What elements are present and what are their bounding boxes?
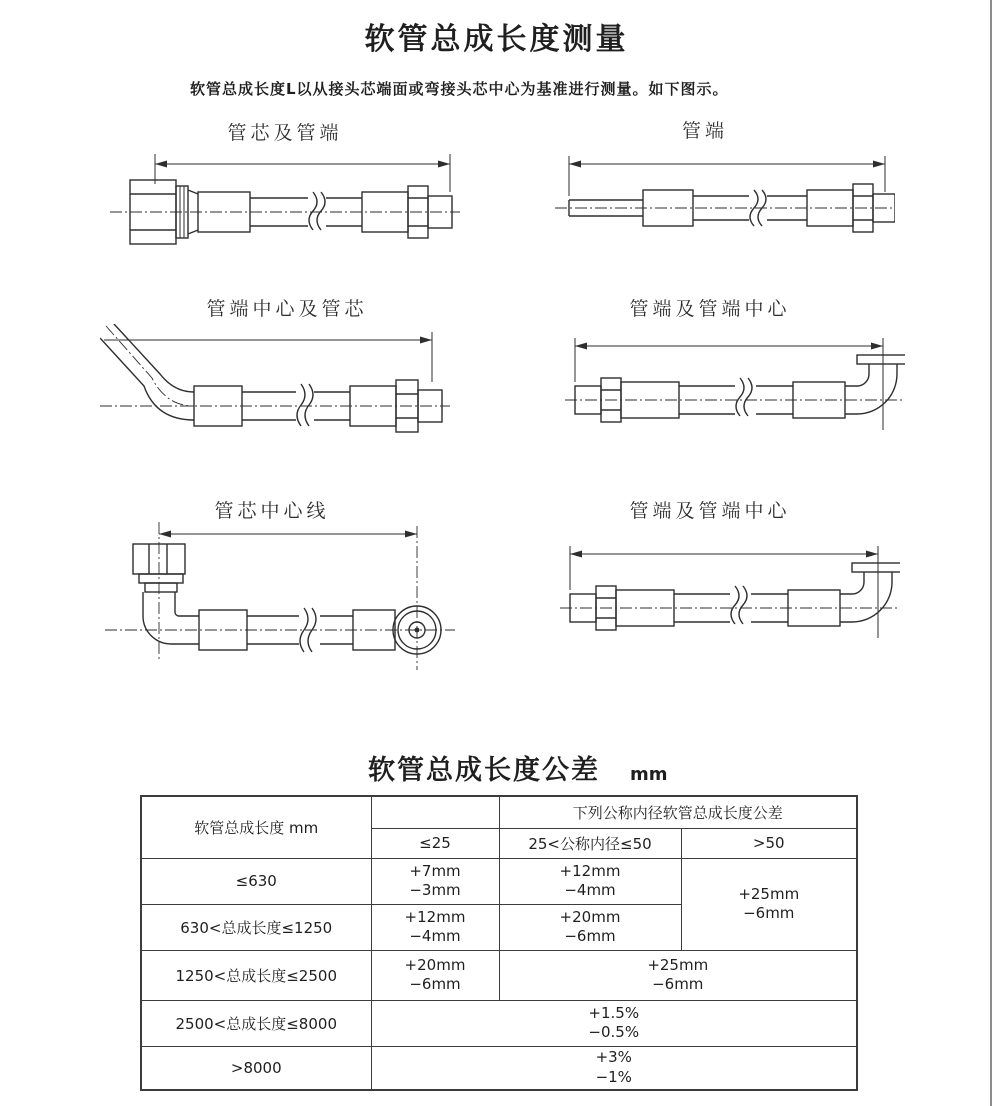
hose-diagram-tube-end-and-end-center — [565, 330, 905, 438]
header-bore-group: 下列公称内径软管总成长度公差 — [499, 796, 857, 828]
tolerance-cell: +3% −1% — [371, 1046, 857, 1090]
figure-label-core-and-tube-end: 管芯及管端 — [227, 122, 343, 144]
figure-label-core-centerline: 管芯中心线 — [214, 500, 330, 522]
intro-text: 软管总成长度L以从接头芯端面或弯接头芯中心为基准进行测量。如下图示。 — [190, 80, 729, 98]
range-cell: 630<总成长度≤1250 — [141, 904, 371, 950]
tolerance-cell: +25mm −6mm — [681, 858, 857, 950]
hose-diagram-core-centerline — [105, 520, 455, 672]
tolerance-cell: +20mm −6mm — [499, 904, 681, 950]
tolerance-cell: +25mm −6mm — [499, 950, 857, 1000]
figure-label-tube-end-and-end-center: 管端及管端中心 — [629, 298, 791, 320]
range-cell: 1250<总成长度≤2500 — [141, 950, 371, 1000]
header-bore-gt50: >50 — [681, 828, 857, 858]
tolerance-table — [140, 795, 858, 1091]
header-bore-le25: ≤25 — [371, 828, 499, 858]
dimension-line — [155, 154, 450, 192]
figure-label-tube-end-and-end-center-2: 管端及管端中心 — [629, 500, 791, 522]
range-cell: 2500<总成长度≤8000 — [141, 1000, 371, 1046]
dimension-line — [159, 531, 417, 538]
hose-break-symbol — [309, 192, 325, 230]
hose-break-symbol — [736, 378, 752, 416]
hose-diagram-tube-end-center-and-core — [100, 324, 450, 446]
page-title: 软管总成长度测量 — [364, 22, 629, 57]
figure-label-tube-end-center-and-core: 管端中心及管芯 — [206, 298, 368, 320]
hose-diagram-core-and-tube-end — [110, 146, 460, 254]
header-hose-assembly-length: 软管总成长度 mm — [141, 796, 371, 858]
hose-break-symbol — [297, 384, 313, 426]
tolerance-cell: +1.5% −0.5% — [371, 1000, 857, 1046]
tolerance-cell: +7mm −3mm — [371, 858, 499, 904]
hose-diagram-tube-end — [555, 150, 895, 245]
elbow-bend — [143, 592, 199, 644]
hose-diagram-tube-end-and-end-center-2 — [560, 538, 900, 646]
elbow-flange-fitting — [840, 563, 900, 622]
range-cell: ≤630 — [141, 858, 371, 904]
header-bore-25-50: 25<公称内径≤50 — [499, 828, 681, 858]
tolerance-cell: +12mm −4mm — [499, 858, 681, 904]
hose-break-symbol — [731, 586, 747, 624]
page-right-border — [990, 0, 992, 1106]
tolerance-cell: +20mm −6mm — [371, 950, 499, 1000]
header-empty-cell — [371, 796, 499, 828]
table-title-row — [368, 748, 668, 787]
table-title: 软管总成长度公差 — [368, 755, 600, 786]
dimension-line — [104, 332, 432, 382]
range-cell: >8000 — [141, 1046, 371, 1090]
table-unit-label: mm — [630, 764, 668, 785]
tolerance-cell: +12mm −4mm — [371, 904, 499, 950]
figure-label-tube-end: 管端 — [681, 120, 728, 142]
elbow-flange-fitting — [845, 355, 905, 414]
